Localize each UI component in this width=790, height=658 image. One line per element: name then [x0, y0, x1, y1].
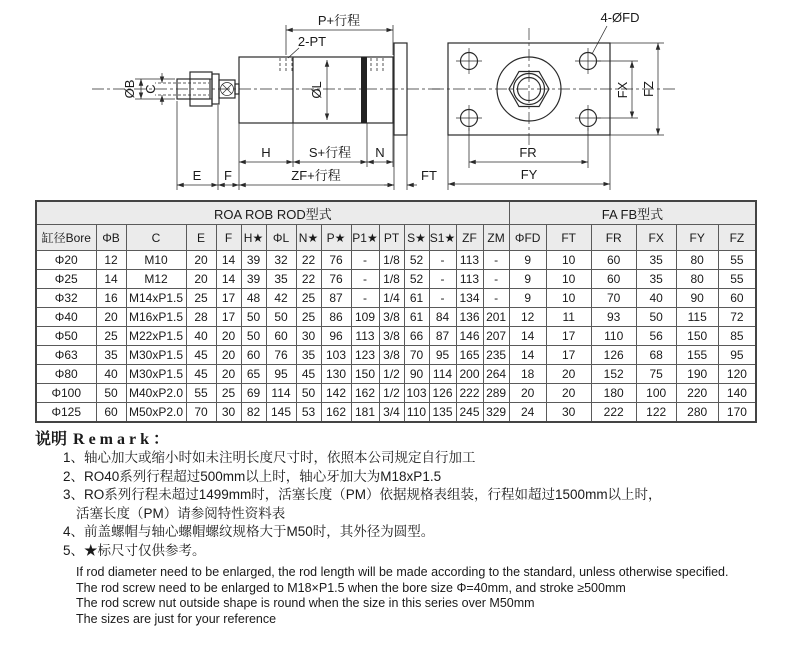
table-row: [36, 308, 756, 327]
table-cell: 52: [404, 251, 429, 270]
table-cell: 28: [186, 308, 216, 327]
table-cell: M12: [126, 270, 186, 289]
table-cell: 60: [591, 270, 636, 289]
table-cell: 20: [186, 251, 216, 270]
table-cell: 126: [591, 346, 636, 365]
table-cell: 90: [676, 289, 718, 308]
remarks-english: [76, 565, 765, 627]
table-cell: 113: [456, 270, 483, 289]
dimension-table: [35, 200, 757, 423]
table-cell: 201: [483, 308, 509, 327]
table-cell: 50: [296, 384, 321, 403]
table-cell: 245: [456, 403, 483, 422]
table-cell: 85: [718, 327, 756, 346]
dim-label-phi-l: ØL: [309, 81, 324, 99]
column-header: FY: [676, 225, 718, 251]
table-cell: -: [351, 289, 379, 308]
dim-label-fx: FX: [615, 81, 630, 99]
remarks-title-cn: 说明: [35, 431, 68, 448]
table-cell: 20: [216, 346, 241, 365]
table-cell: 17: [546, 346, 591, 365]
dim-label-f: F: [224, 168, 232, 183]
table-cell: 96: [321, 327, 351, 346]
table-cell: 110: [591, 327, 636, 346]
table-cell: 45: [186, 365, 216, 384]
table-cell: Φ50: [36, 327, 96, 346]
table-row: [36, 403, 756, 422]
table-cell: 114: [266, 384, 296, 403]
table-cell: 35: [636, 270, 676, 289]
table-row: [36, 270, 756, 289]
table-cell: 70: [186, 403, 216, 422]
table-cell: 76: [321, 270, 351, 289]
table-cell: 40: [636, 289, 676, 308]
table-row: [36, 251, 756, 270]
table-cell: 61: [404, 289, 429, 308]
table-cell: 190: [676, 365, 718, 384]
table-cell: 25: [96, 327, 126, 346]
table-cell: 329: [483, 403, 509, 422]
column-header: FR: [591, 225, 636, 251]
table-cell: 25: [186, 289, 216, 308]
table-cell: 289: [483, 384, 509, 403]
table-row: [36, 289, 756, 308]
dim-label-zf-stroke: ZF+行程: [291, 168, 341, 183]
table-cell: 20: [216, 365, 241, 384]
remarks-section: [35, 426, 765, 627]
table-cell: M14xP1.5: [126, 289, 186, 308]
table-cell: 3/8: [379, 327, 404, 346]
table-cell: 1/4: [379, 289, 404, 308]
table-cell: 50: [266, 308, 296, 327]
column-header: E: [186, 225, 216, 251]
table-cell: 222: [456, 384, 483, 403]
table-cell: 25: [296, 289, 321, 308]
table-cell: 20: [216, 327, 241, 346]
table-cell: Φ20: [36, 251, 96, 270]
table-row: [36, 384, 756, 403]
table-cell: 30: [296, 327, 321, 346]
column-header: S1★: [429, 225, 456, 251]
table-cell: 220: [676, 384, 718, 403]
table-cell: 12: [96, 251, 126, 270]
table-cell: Φ125: [36, 403, 96, 422]
remark-en-line: The rod screw need to be enlarged to M18×P1.5 when the bore size Φ=40mm, and stroke ≥500mm: [76, 580, 626, 595]
table-cell: 14: [216, 270, 241, 289]
table-cell: 113: [456, 251, 483, 270]
table-cell: 75: [636, 365, 676, 384]
table-cell: 3/8: [379, 346, 404, 365]
table-cell: 20: [96, 308, 126, 327]
table-cell: 10: [546, 251, 591, 270]
table-cell: 14: [509, 327, 546, 346]
table-cell: 17: [216, 308, 241, 327]
table-cell: 40: [96, 365, 126, 384]
table-cell: 14: [509, 346, 546, 365]
table-cell: 222: [591, 403, 636, 422]
hole-callout-4fd: 4-ØFD: [600, 10, 640, 25]
table-cell: 39: [241, 270, 266, 289]
table-cell: M22xP1.5: [126, 327, 186, 346]
table-cell: 61: [404, 308, 429, 327]
dim-label-fy: FY: [520, 167, 538, 182]
table-cell: 1/8: [379, 270, 404, 289]
table-cell: 86: [321, 308, 351, 327]
remark-en-line: The sizes are just for your reference: [76, 611, 277, 626]
table-cell: 30: [216, 403, 241, 422]
table-cell: 12: [509, 308, 546, 327]
table-cell: 235: [483, 346, 509, 365]
cylinder-side-view: [92, 13, 443, 190]
table-cell: 95: [429, 346, 456, 365]
remark-item: 5、★标尺寸仅供参考。: [63, 542, 206, 558]
table-cell: 45: [186, 346, 216, 365]
table-cell: 115: [676, 308, 718, 327]
table-cell: -: [351, 270, 379, 289]
table-cell: 69: [241, 384, 266, 403]
table-cell: 80: [676, 251, 718, 270]
column-header: FX: [636, 225, 676, 251]
table-cell: M30xP1.5: [126, 346, 186, 365]
table-cell: 130: [321, 365, 351, 384]
table-cell: 207: [483, 327, 509, 346]
table-cell: Φ80: [36, 365, 96, 384]
table-cell: 35: [266, 270, 296, 289]
table-cell: 53: [296, 403, 321, 422]
table-cell: 9: [509, 251, 546, 270]
table-cell: -: [483, 289, 509, 308]
table-cell: 60: [96, 403, 126, 422]
dim-label-fr: FR: [519, 145, 537, 160]
column-header: 缸径Bore: [36, 225, 96, 251]
table-cell: 76: [266, 346, 296, 365]
table-cell: 145: [266, 403, 296, 422]
table-cell: -: [429, 289, 456, 308]
table-cell: 110: [404, 403, 429, 422]
table-cell: M16xP1.5: [126, 308, 186, 327]
remark-item: 4、前盖螺帽与轴心螺帽螺纹规格大于M50时，其外径为圆型。: [63, 524, 435, 539]
table-cell: -: [429, 251, 456, 270]
column-header: ZM: [483, 225, 509, 251]
remark-item: 1、轴心加大或缩小时如未注明长度尺寸时，依照本公司规定自行加工: [63, 450, 476, 465]
table-cell: 1/2: [379, 384, 404, 403]
table-cell: 60: [266, 327, 296, 346]
table-cell: 14: [216, 251, 241, 270]
remarks-title-en: Remark：: [73, 431, 174, 448]
table-cell: 50: [241, 308, 266, 327]
group-header-row: [36, 201, 756, 225]
table-cell: 68: [636, 346, 676, 365]
column-header: FT: [546, 225, 591, 251]
table-cell: 90: [404, 365, 429, 384]
table-cell: 50: [636, 308, 676, 327]
table-cell: M50xP2.0: [126, 403, 186, 422]
table-cell: 25: [296, 308, 321, 327]
table-row: [36, 327, 756, 346]
remark-en-line: The rod screw nut outside shape is round when the size in this series over M50mm: [76, 596, 535, 610]
port-right: [371, 58, 383, 71]
table-cell: 70: [404, 346, 429, 365]
table-cell: 95: [718, 346, 756, 365]
table-cell: 87: [321, 289, 351, 308]
dim-label-h: H: [261, 145, 271, 160]
table-cell: 140: [718, 384, 756, 403]
port-callout-2pt: 2-PT: [297, 34, 327, 49]
column-header: FZ: [718, 225, 756, 251]
dim-label-c: C: [143, 84, 158, 94]
table-cell: M40xP2.0: [126, 384, 186, 403]
table-cell: 22: [296, 251, 321, 270]
column-header: S★: [404, 225, 429, 251]
table-cell: 45: [296, 365, 321, 384]
table-cell: M30xP1.5: [126, 365, 186, 384]
table-cell: 9: [509, 289, 546, 308]
table-cell: M10: [126, 251, 186, 270]
table-cell: 40: [186, 327, 216, 346]
table-cell: 20: [509, 384, 546, 403]
table-cell: 50: [96, 384, 126, 403]
table-cell: 60: [591, 251, 636, 270]
table-cell: -: [483, 251, 509, 270]
table-cell: 134: [456, 289, 483, 308]
table-row: [36, 365, 756, 384]
table-cell: 20: [546, 365, 591, 384]
table-cell: 22: [296, 270, 321, 289]
table-cell: 95: [266, 365, 296, 384]
table-cell: 103: [321, 346, 351, 365]
table-cell: 52: [404, 270, 429, 289]
table-cell: 87: [429, 327, 456, 346]
table-cell: 55: [718, 251, 756, 270]
table-cell: 150: [676, 327, 718, 346]
dim-label-p-stroke: P+行程: [317, 13, 361, 28]
table-cell: 55: [186, 384, 216, 403]
table-cell: 80: [676, 270, 718, 289]
table-cell: 17: [216, 289, 241, 308]
column-header: PT: [379, 225, 404, 251]
table-cell: 48: [241, 289, 266, 308]
table-cell: Φ32: [36, 289, 96, 308]
table-cell: 70: [591, 289, 636, 308]
table-cell: 109: [351, 308, 379, 327]
dim-label-ft: FT: [421, 168, 437, 183]
column-header: ΦL: [266, 225, 296, 251]
dim-label-s-stroke: S+行程: [308, 145, 352, 160]
remark-item: 3、RO系列行程未超过1499mm时，活塞长度（PM）依据规格表组装，行程如超过1500mm以上时，: [63, 487, 662, 502]
table-cell: 264: [483, 365, 509, 384]
table-cell: 3/8: [379, 308, 404, 327]
table-cell: 66: [404, 327, 429, 346]
table-cell: Φ25: [36, 270, 96, 289]
dim-label-n: N: [375, 145, 385, 160]
table-cell: 162: [321, 403, 351, 422]
table-cell: 10: [546, 270, 591, 289]
dim-label-fz: FZ: [641, 81, 656, 97]
table-cell: 114: [429, 365, 456, 384]
column-header: P1★: [351, 225, 379, 251]
table-cell: 16: [96, 289, 126, 308]
column-header: ΦB: [96, 225, 126, 251]
table-cell: 20: [546, 384, 591, 403]
table-cell: 280: [676, 403, 718, 422]
table-cell: 152: [591, 365, 636, 384]
table-cell: 162: [351, 384, 379, 403]
table-cell: 60: [241, 346, 266, 365]
table-cell: 65: [241, 365, 266, 384]
column-header: H★: [241, 225, 266, 251]
table-cell: 56: [636, 327, 676, 346]
table-cell: 1/8: [379, 251, 404, 270]
table-cell: 72: [718, 308, 756, 327]
table-cell: 100: [636, 384, 676, 403]
column-header: F: [216, 225, 241, 251]
remark-item: 2、RO40系列行程超过500mm以上时，轴心牙加大为M18xP1.5: [63, 468, 442, 484]
table-cell: 35: [296, 346, 321, 365]
table-cell: 55: [718, 270, 756, 289]
table-cell: 123: [351, 346, 379, 365]
table-cell: 11: [546, 308, 591, 327]
port-left: [280, 58, 292, 71]
table-cell: 122: [636, 403, 676, 422]
table-cell: -: [483, 270, 509, 289]
table-cell: 1/2: [379, 365, 404, 384]
table-cell: 93: [591, 308, 636, 327]
dim-label-phi-b: ØB: [122, 79, 137, 99]
table-cell: 14: [96, 270, 126, 289]
column-header: N★: [296, 225, 321, 251]
group-header-rod-type: ROA ROB ROD型式: [36, 201, 509, 225]
remark-en-line: If rod diameter need to be enlarged, the rod length will be made according to the standard, unless otherwise specified.: [76, 565, 729, 579]
flange-end-view: [432, 10, 678, 190]
remarks-title: [35, 426, 765, 449]
table-cell: 136: [456, 308, 483, 327]
column-header: ΦFD: [509, 225, 546, 251]
table-cell: Φ40: [36, 308, 96, 327]
table-row: [36, 346, 756, 365]
table-cell: 60: [718, 289, 756, 308]
column-header: C: [126, 225, 186, 251]
table-cell: Φ100: [36, 384, 96, 403]
table-cell: 146: [456, 327, 483, 346]
table-cell: 103: [404, 384, 429, 403]
table-cell: 39: [241, 251, 266, 270]
dim-label-e: E: [192, 168, 202, 183]
column-header: P★: [321, 225, 351, 251]
table-cell: Φ63: [36, 346, 96, 365]
table-cell: 135: [429, 403, 456, 422]
table-cell: 10: [546, 289, 591, 308]
mounting-holes: [456, 48, 601, 131]
table-cell: 113: [351, 327, 379, 346]
table-cell: -: [351, 251, 379, 270]
remark-item-continuation: 活塞长度（PM）请参阅特性资料表: [76, 505, 286, 521]
table-cell: 84: [429, 308, 456, 327]
table-cell: 165: [456, 346, 483, 365]
table-cell: 25: [216, 384, 241, 403]
table-cell: 18: [509, 365, 546, 384]
table-cell: 181: [351, 403, 379, 422]
table-cell: 30: [546, 403, 591, 422]
table-cell: 35: [636, 251, 676, 270]
table-cell: 76: [321, 251, 351, 270]
table-cell: 42: [266, 289, 296, 308]
table-cell: 170: [718, 403, 756, 422]
table-cell: 3/4: [379, 403, 404, 422]
table-cell: 150: [351, 365, 379, 384]
table-cell: 17: [546, 327, 591, 346]
table-cell: -: [429, 270, 456, 289]
table-cell: 200: [456, 365, 483, 384]
table-cell: 120: [718, 365, 756, 384]
table-cell: 82: [241, 403, 266, 422]
table-cell: 35: [96, 346, 126, 365]
cushion-band: [361, 57, 367, 123]
table-cell: 20: [186, 270, 216, 289]
table-cell: 32: [266, 251, 296, 270]
column-header-row: [36, 225, 756, 251]
table-cell: 9: [509, 270, 546, 289]
table-cell: 180: [591, 384, 636, 403]
table-cell: 142: [321, 384, 351, 403]
technical-drawing: [0, 0, 790, 198]
column-header: ZF: [456, 225, 483, 251]
table-cell: 24: [509, 403, 546, 422]
group-header-fafb-type: FA FB型式: [509, 201, 756, 225]
table-cell: 126: [429, 384, 456, 403]
table-cell: 50: [241, 327, 266, 346]
table-cell: 155: [676, 346, 718, 365]
